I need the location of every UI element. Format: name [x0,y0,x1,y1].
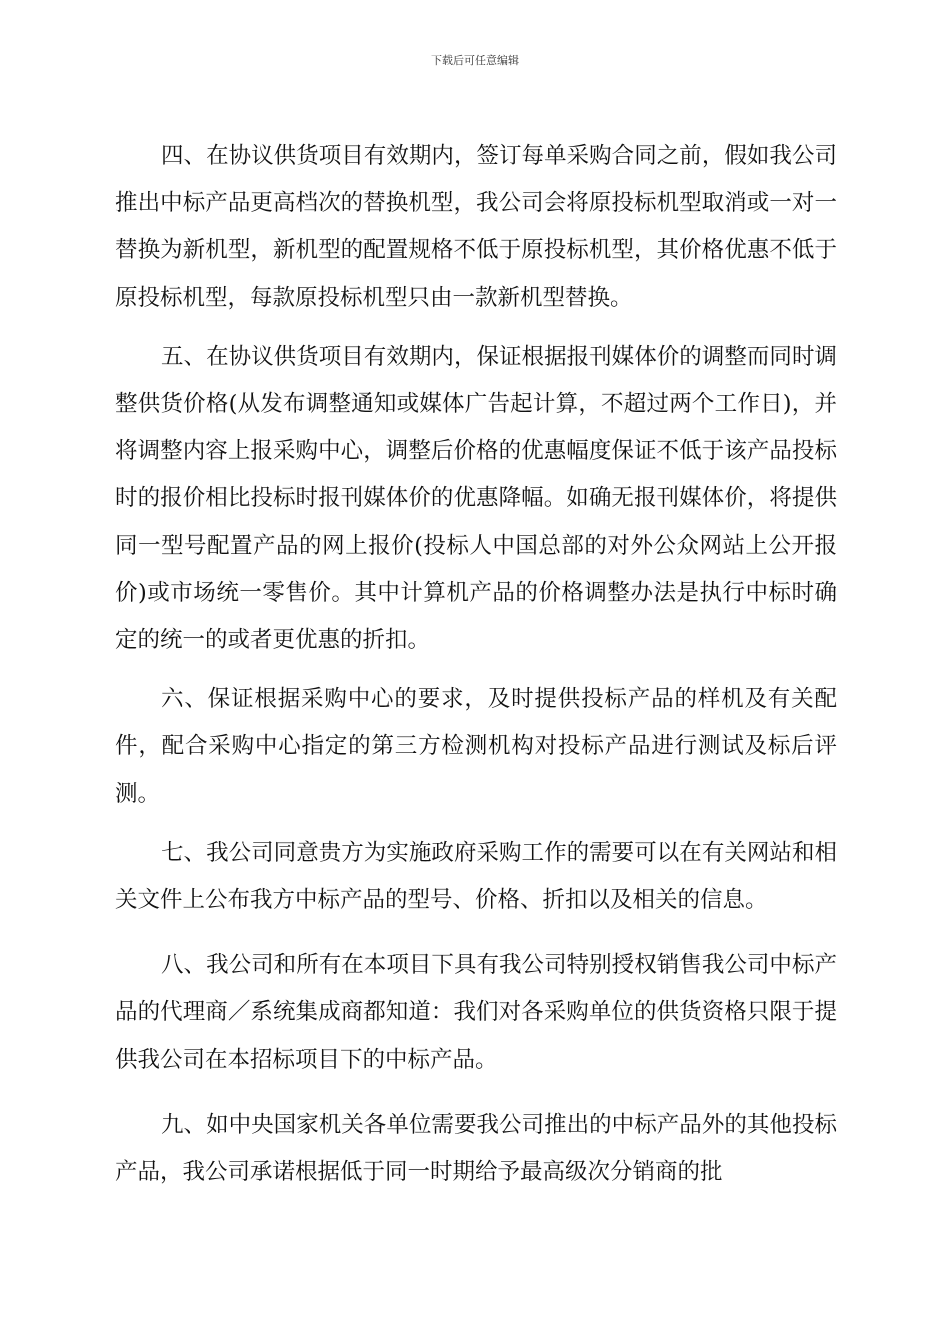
document-body [115,133,837,1196]
paragraph-6: 六、保证根据采购中心的要求，及时提供投标产品的样机及有关配件，配合采购中心指定的第三方检测机构对投标产品进行测试及标后评测。 [115,686,837,807]
paragraph-4: 四、在协议供货项目有效期内，签订每单采购合同之前，假如我公司推出中标产品更高档次的替换机型，我公司会将原投标机型取消或一对一替换为新机型，新机型的配置规格不低于原投标机型，其价格优惠不低于原投标机型，每款原投标机型只由一款新机型替换。 [115,143,837,311]
paragraph-8: 八、我公司和所有在本项目下具有我公司特别授权销售我公司中标产品的代理商／系统集成商都知道：我们对各采购单位的供货资格只限于提供我公司在本招标项目下的中标产品。 [115,952,837,1073]
page-header: 下载后可任意编辑 [431,54,519,67]
paragraph-7: 七、我公司同意贵方为实施政府采购工作的需要可以在有关网站和相关文件上公布我方中标产品的型号、价格、折扣以及相关的信息。 [115,839,837,914]
paragraph-9: 九、如中央国家机关各单位需要我公司推出的中标产品外的其他投标产品，我公司承诺根据低于同一时期给予最高级次分销商的批 [115,1111,837,1186]
paragraph-5: 五、在协议供货项目有效期内，保证根据报刊媒体价的调整而同时调整供货价格(从发布调整通知或媒体广告起计算，不超过两个工作日)，并将调整内容上报采购中心，调整后价格的优惠幅度保证不低于该产品投标时的报价相比投标时报刊媒体价的优惠降幅。如确无报刊媒体价，将提供同一型号配置产品的网上报价(投标人中国总部的对外公众网站上公开报价)或市场统一零售价。其中计算机产品的价格调整办法是执行中标时确定的统一的或者更优惠的折扣。 [115,343,837,654]
